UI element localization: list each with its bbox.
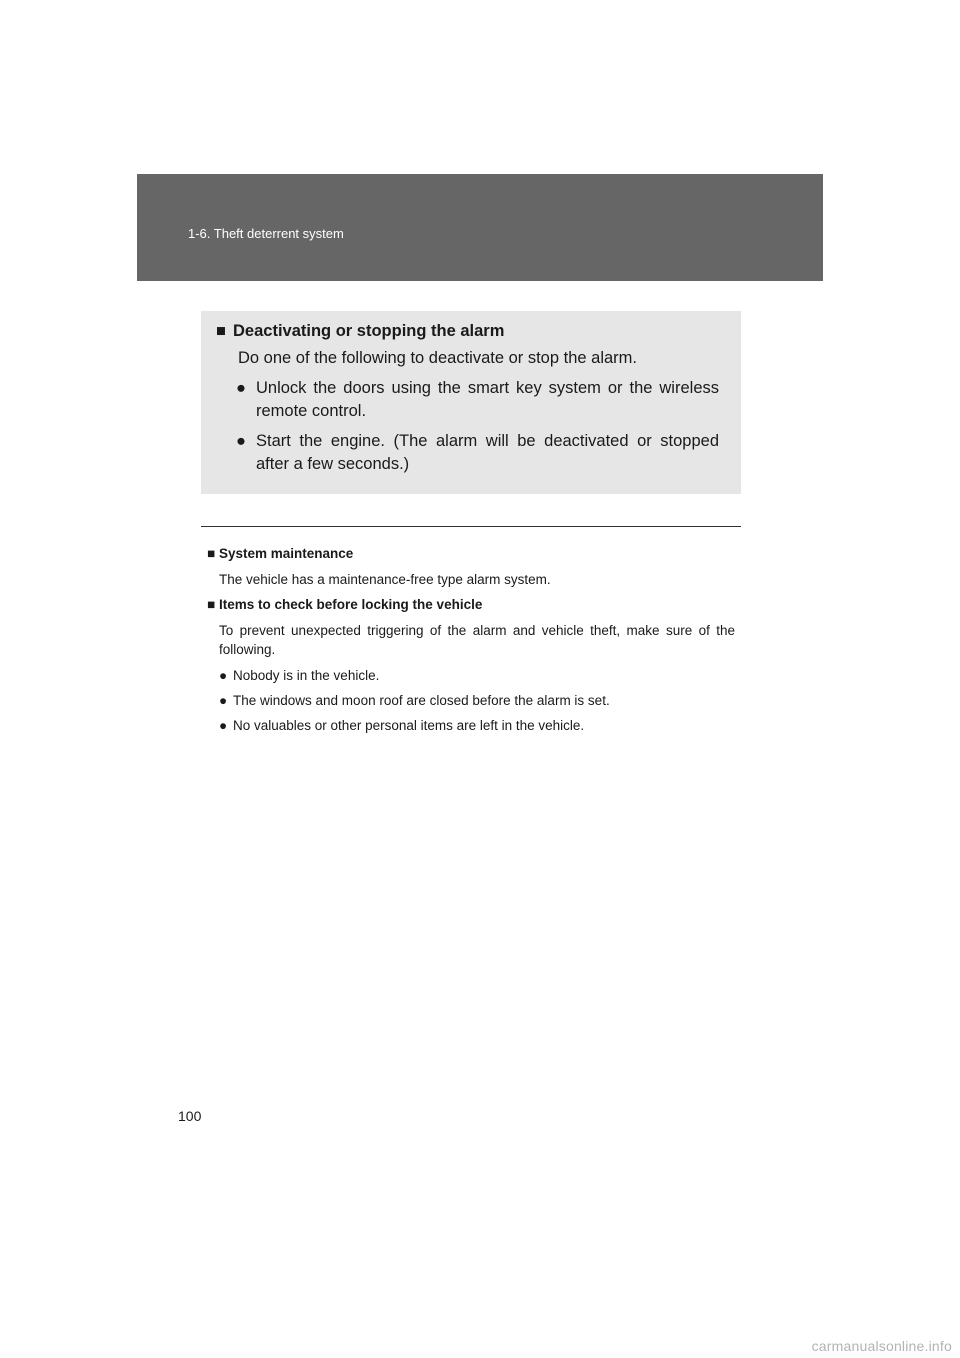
alarm-info-box xyxy=(201,311,741,494)
check-list-item-text: Nobody is in the vehicle. xyxy=(233,668,380,683)
round-bullet-icon: ● xyxy=(219,718,228,733)
check-list-item-text: No valuables or other personal items are left in the vehicle. xyxy=(233,718,585,733)
round-bullet-icon: ● xyxy=(236,432,246,450)
check-list-item xyxy=(207,717,735,734)
alarm-box-intro: Do one of the following to deactivate or stop the alarm. xyxy=(238,349,637,367)
maintenance-heading-text: System maintenance xyxy=(219,546,354,561)
check-items-body: To prevent unexpected triggering of the alarm and vehicle theft, make sure of the following. xyxy=(219,623,735,657)
round-bullet-icon: ● xyxy=(219,668,228,683)
page-number: 100 xyxy=(178,1108,202,1124)
watermark: carmanualsonline.info xyxy=(811,1338,952,1354)
square-bullet-icon: ■ xyxy=(207,597,216,612)
alarm-box-bullet-text: Start the engine. (The alarm will be deactivated or stopped after a few seconds.) xyxy=(256,432,719,473)
section-header-band xyxy=(137,174,823,281)
section-title: 1-6. Theft deterrent system xyxy=(188,226,344,241)
check-items-heading-text: Items to check before locking the vehicle xyxy=(219,597,483,612)
alarm-box-heading-text: Deactivating or stopping the alarm xyxy=(233,322,505,340)
check-list-item xyxy=(207,667,735,684)
check-items-heading xyxy=(207,596,735,613)
maintenance-body: The vehicle has a maintenance-free type alarm system. xyxy=(219,572,551,587)
alarm-box-bullet xyxy=(216,377,719,422)
square-bullet-icon: ■ xyxy=(216,322,226,340)
round-bullet-icon: ● xyxy=(236,379,246,397)
check-list-item-text: The windows and moon roof are closed before the alarm is set. xyxy=(233,693,610,708)
alarm-box-bullet-text: Unlock the doors using the smart key system or the wireless remote control. xyxy=(256,379,719,420)
maintenance-heading xyxy=(207,545,735,562)
section-divider xyxy=(201,526,741,527)
check-list-item xyxy=(207,692,735,709)
notes-section xyxy=(207,545,735,734)
alarm-box-bullet xyxy=(216,430,719,475)
square-bullet-icon: ■ xyxy=(207,546,216,561)
round-bullet-icon: ● xyxy=(219,693,228,708)
alarm-box-heading xyxy=(216,320,719,342)
